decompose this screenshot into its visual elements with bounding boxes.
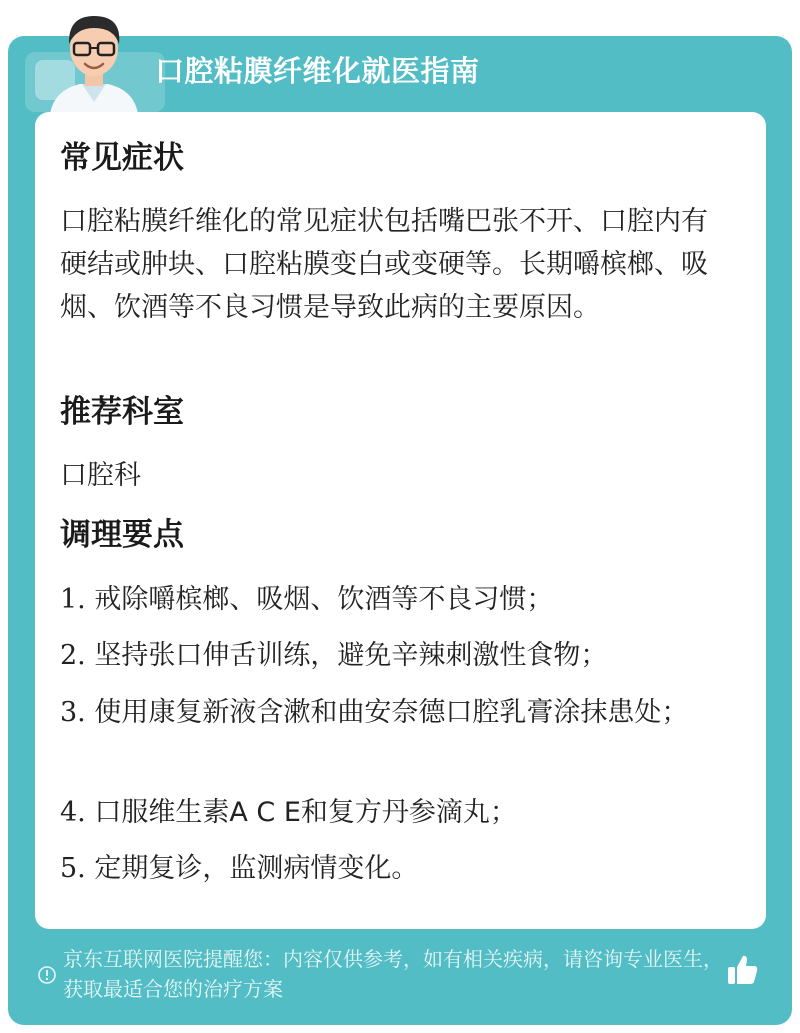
page-title: 口腔粘膜纤维化就医指南 [155, 54, 480, 88]
list-item [60, 578, 730, 621]
list-text: 使用康复新液含漱和曲安奈德口腔乳膏涂抹患处； [94, 697, 689, 728]
list-item [60, 691, 730, 734]
list-item [60, 847, 730, 890]
care-heading: 调理要点 [60, 517, 184, 553]
department-heading: 推荐科室 [60, 394, 184, 430]
list-text: 口服维生素A C E和复方丹参滴丸； [94, 797, 517, 828]
symptoms-heading: 常见症状 [60, 140, 184, 176]
list-number: 3. [60, 697, 86, 728]
list-number: 2. [60, 640, 86, 671]
content-card [35, 112, 766, 929]
doctor-avatar [44, 6, 144, 114]
list-number: 5. [60, 853, 86, 884]
list-text: 坚持张口伸舌训练，避免辛辣刺激性食物； [94, 640, 608, 671]
list-number: 1. [60, 584, 86, 615]
department-text: 口腔科 [60, 460, 141, 491]
list-text: 定期复诊，监测病情变化。 [94, 853, 419, 884]
thumbs-up-icon[interactable] [722, 950, 762, 990]
list-number: 4. [60, 797, 86, 828]
info-icon [37, 965, 57, 985]
symptoms-text: 口腔粘膜纤维化的常见症状包括嘴巴张不开、口腔内有硬结或肿块、口腔粘膜变白或变硬等。长期嚼槟榔、吸烟、饮酒等不良习惯是导致此病的主要原因。 [60, 206, 708, 323]
list-item [60, 791, 730, 834]
disclaimer-text: 京东互联网医院提醒您：内容仅供参考，如有相关疾病，请咨询专业医生，获取最适合您的治疗方案 [63, 947, 723, 1001]
list-item [60, 634, 730, 677]
list-text: 戒除嚼槟榔、吸烟、饮酒等不良习惯； [94, 584, 554, 615]
